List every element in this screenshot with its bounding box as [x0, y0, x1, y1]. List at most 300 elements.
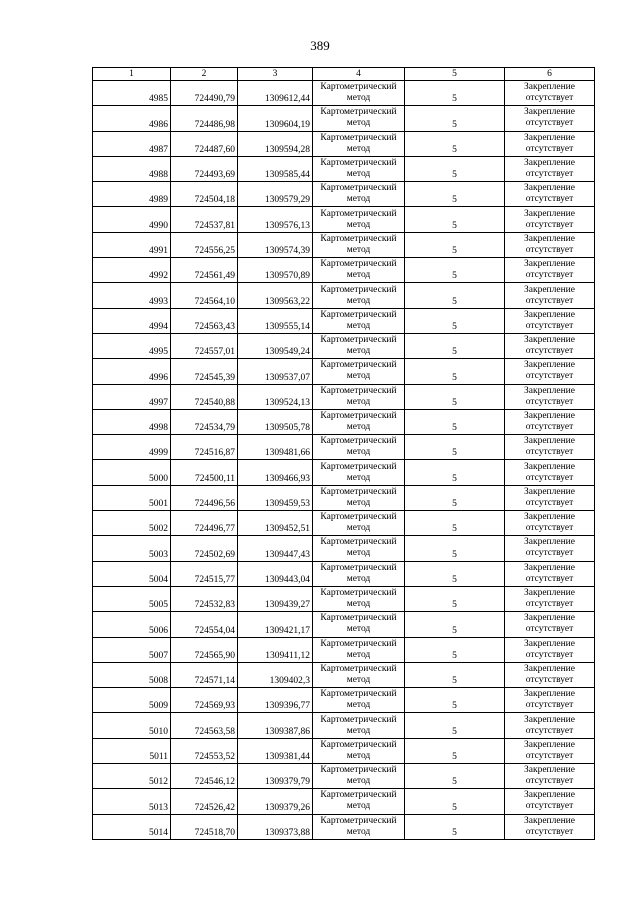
- fixation-cell: [505, 561, 595, 586]
- method-text-line2: метод: [346, 169, 371, 180]
- x-coordinate-cell: 724532,83: [171, 586, 238, 611]
- y-coordinate-cell: 1309443,04: [238, 561, 313, 586]
- column-header-4: 4: [313, 68, 405, 81]
- method-text-line1: Картометрический: [320, 765, 397, 776]
- method-text-line2: метод: [346, 750, 371, 761]
- fixation-text-line1: Закрепление: [524, 562, 575, 573]
- y-coordinate-cell: 1309387,86: [238, 713, 313, 738]
- fixation-text-line2: отсутствует: [525, 270, 574, 281]
- method-text-line1: Картометрический: [320, 385, 397, 396]
- fixation-text-line1: Закрепление: [524, 765, 575, 776]
- point-number-cell: 4995: [93, 333, 171, 358]
- fixation-text-line1: Закрепление: [524, 385, 575, 396]
- y-coordinate-cell: 1309421,17: [238, 612, 313, 637]
- y-coordinate-cell: 1309604,19: [238, 106, 313, 131]
- method-text-line1: Картометрический: [320, 335, 397, 346]
- fixation-text-line2: отсутствует: [525, 649, 574, 660]
- point-number-cell: 4986: [93, 106, 171, 131]
- x-coordinate-cell: 724571,14: [171, 662, 238, 687]
- method-text-line1: Картометрический: [320, 815, 397, 826]
- accuracy-cell: 5: [405, 232, 505, 257]
- y-coordinate-cell: 1309402,3: [238, 662, 313, 687]
- fixation-cell: [505, 131, 595, 156]
- x-coordinate-cell: 724556,25: [171, 232, 238, 257]
- y-coordinate-cell: 1309555,14: [238, 308, 313, 333]
- fixation-text-line2: отсутствует: [525, 472, 574, 483]
- x-coordinate-cell: 724526,42: [171, 789, 238, 814]
- accuracy-cell: 5: [405, 662, 505, 687]
- method-text-line2: метод: [346, 801, 371, 812]
- method-text-line2: метод: [346, 826, 371, 837]
- method-cell: [313, 308, 405, 333]
- fixation-cell: [505, 409, 595, 434]
- method-text-line2: метод: [346, 674, 371, 685]
- method-text-line1: Картометрический: [320, 613, 397, 624]
- x-coordinate-cell: 724516,87: [171, 435, 238, 460]
- x-coordinate-cell: 724546,12: [171, 764, 238, 789]
- method-cell: [313, 156, 405, 181]
- fixation-cell: [505, 308, 595, 333]
- y-coordinate-cell: 1309452,51: [238, 511, 313, 536]
- point-number-cell: 5005: [93, 586, 171, 611]
- table-header-row: [93, 68, 595, 81]
- x-coordinate-cell: 724493,69: [171, 156, 238, 181]
- x-coordinate-cell: 724540,88: [171, 384, 238, 409]
- fixation-text-line1: Закрепление: [524, 486, 575, 497]
- fixation-text-line2: отсутствует: [525, 801, 574, 812]
- fixation-cell: [505, 258, 595, 283]
- point-number-cell: 4989: [93, 182, 171, 207]
- x-coordinate-cell: 724554,04: [171, 612, 238, 637]
- accuracy-cell: 5: [405, 511, 505, 536]
- point-number-cell: 4987: [93, 131, 171, 156]
- fixation-cell: [505, 333, 595, 358]
- method-cell: [313, 637, 405, 662]
- y-coordinate-cell: 1309379,79: [238, 764, 313, 789]
- accuracy-cell: 5: [405, 106, 505, 131]
- method-text-line2: метод: [346, 219, 371, 230]
- table-row: [93, 511, 595, 536]
- method-text-line2: метод: [346, 320, 371, 331]
- point-number-cell: 4985: [93, 81, 171, 106]
- point-number-cell: 5004: [93, 561, 171, 586]
- y-coordinate-cell: 1309439,27: [238, 586, 313, 611]
- fixation-text-line1: Закрепление: [524, 512, 575, 523]
- fixation-cell: [505, 460, 595, 485]
- fixation-text-line2: отсутствует: [525, 599, 574, 610]
- fixation-text-line2: отсутствует: [525, 219, 574, 230]
- method-text-line2: метод: [346, 523, 371, 534]
- point-number-cell: 4994: [93, 308, 171, 333]
- table-row: [93, 789, 595, 814]
- table-row: [93, 308, 595, 333]
- point-number-cell: 5003: [93, 536, 171, 561]
- fixation-text-line1: Закрепление: [524, 107, 575, 118]
- accuracy-cell: 5: [405, 485, 505, 510]
- table-row: [93, 485, 595, 510]
- method-text-line1: Картометрический: [320, 82, 397, 93]
- method-text-line1: Картометрический: [320, 132, 397, 143]
- fixation-text-line2: отсутствует: [525, 700, 574, 711]
- fixation-cell: [505, 182, 595, 207]
- method-text-line1: Картометрический: [320, 309, 397, 320]
- point-number-cell: 5002: [93, 511, 171, 536]
- y-coordinate-cell: 1309505,78: [238, 409, 313, 434]
- page-number: 389: [310, 38, 330, 53]
- method-cell: [313, 333, 405, 358]
- method-cell: [313, 789, 405, 814]
- method-text-line1: Картометрический: [320, 537, 397, 548]
- fixation-cell: [505, 232, 595, 257]
- fixation-text-line1: Закрепление: [524, 588, 575, 599]
- table-row: [93, 435, 595, 460]
- method-cell: [313, 283, 405, 308]
- fixation-text-line1: Закрепление: [524, 82, 575, 93]
- table-row: [93, 409, 595, 434]
- method-text-line2: метод: [346, 93, 371, 104]
- table-row: [93, 738, 595, 763]
- accuracy-cell: 5: [405, 688, 505, 713]
- accuracy-cell: 5: [405, 637, 505, 662]
- x-coordinate-cell: 724486,98: [171, 106, 238, 131]
- fixation-text-line2: отсутствует: [525, 118, 574, 129]
- fixation-cell: [505, 764, 595, 789]
- column-header-2: 2: [171, 68, 238, 81]
- y-coordinate-cell: 1309576,13: [238, 207, 313, 232]
- fixation-text-line1: Закрепление: [524, 461, 575, 472]
- y-coordinate-cell: 1309411,12: [238, 637, 313, 662]
- column-header-3: 3: [238, 68, 313, 81]
- fixation-text-line1: Закрепление: [524, 233, 575, 244]
- method-text-line1: Картометрический: [320, 436, 397, 447]
- point-number-cell: 4990: [93, 207, 171, 232]
- point-number-cell: 5012: [93, 764, 171, 789]
- x-coordinate-cell: 724537,81: [171, 207, 238, 232]
- fixation-cell: [505, 612, 595, 637]
- method-text-line1: Картометрический: [320, 360, 397, 371]
- accuracy-cell: 5: [405, 258, 505, 283]
- fixation-text-line2: отсутствует: [525, 320, 574, 331]
- y-coordinate-cell: 1309574,39: [238, 232, 313, 257]
- fixation-text-line2: отсутствует: [525, 143, 574, 154]
- fixation-text-line2: отсутствует: [525, 750, 574, 761]
- accuracy-cell: 5: [405, 586, 505, 611]
- y-coordinate-cell: 1309396,77: [238, 688, 313, 713]
- method-text-line2: метод: [346, 371, 371, 382]
- table-row: [93, 460, 595, 485]
- method-cell: [313, 511, 405, 536]
- fixation-cell: [505, 207, 595, 232]
- point-number-cell: 5011: [93, 738, 171, 763]
- accuracy-cell: 5: [405, 81, 505, 106]
- column-header-1: 1: [93, 68, 171, 81]
- table-row: [93, 764, 595, 789]
- x-coordinate-cell: 724565,90: [171, 637, 238, 662]
- fixation-text-line1: Закрепление: [524, 158, 575, 169]
- table-row: [93, 207, 595, 232]
- fixation-text-line1: Закрепление: [524, 259, 575, 270]
- method-cell: [313, 182, 405, 207]
- method-cell: [313, 258, 405, 283]
- point-number-cell: 5001: [93, 485, 171, 510]
- method-text-line1: Картометрический: [320, 562, 397, 573]
- x-coordinate-cell: 724563,58: [171, 713, 238, 738]
- method-cell: [313, 106, 405, 131]
- accuracy-cell: 5: [405, 789, 505, 814]
- table-row: [93, 637, 595, 662]
- method-text-line1: Картометрический: [320, 638, 397, 649]
- point-number-cell: 4993: [93, 283, 171, 308]
- x-coordinate-cell: 724490,79: [171, 81, 238, 106]
- method-cell: [313, 662, 405, 687]
- method-cell: [313, 485, 405, 510]
- fixation-cell: [505, 586, 595, 611]
- table-row: [93, 662, 595, 687]
- accuracy-cell: 5: [405, 561, 505, 586]
- method-cell: [313, 409, 405, 434]
- table-row: [93, 182, 595, 207]
- method-text-line2: метод: [346, 725, 371, 736]
- fixation-text-line1: Закрепление: [524, 689, 575, 700]
- accuracy-cell: 5: [405, 131, 505, 156]
- method-cell: [313, 435, 405, 460]
- fixation-text-line1: Закрепление: [524, 739, 575, 750]
- accuracy-cell: 5: [405, 435, 505, 460]
- table-body: [93, 81, 595, 840]
- fixation-cell: [505, 81, 595, 106]
- fixation-cell: [505, 713, 595, 738]
- method-text-line2: метод: [346, 700, 371, 711]
- y-coordinate-cell: 1309585,44: [238, 156, 313, 181]
- x-coordinate-cell: 724534,79: [171, 409, 238, 434]
- table-row: [93, 713, 595, 738]
- fixation-cell: [505, 359, 595, 384]
- method-text-line2: метод: [346, 118, 371, 129]
- point-number-cell: 4999: [93, 435, 171, 460]
- fixation-cell: [505, 511, 595, 536]
- fixation-text-line1: Закрепление: [524, 132, 575, 143]
- method-text-line1: Картометрический: [320, 208, 397, 219]
- point-number-cell: 5013: [93, 789, 171, 814]
- fixation-text-line2: отсутствует: [525, 447, 574, 458]
- method-cell: [313, 384, 405, 409]
- fixation-text-line2: отсутствует: [525, 295, 574, 306]
- accuracy-cell: 5: [405, 156, 505, 181]
- method-text-line2: метод: [346, 776, 371, 787]
- accuracy-cell: 5: [405, 308, 505, 333]
- fixation-text-line2: отсутствует: [525, 93, 574, 104]
- y-coordinate-cell: 1309579,29: [238, 182, 313, 207]
- fixation-text-line1: Закрепление: [524, 663, 575, 674]
- fixation-cell: [505, 814, 595, 839]
- point-number-cell: 4988: [93, 156, 171, 181]
- fixation-text-line1: Закрепление: [524, 436, 575, 447]
- point-number-cell: 5008: [93, 662, 171, 687]
- table-row: [93, 232, 595, 257]
- fixation-cell: [505, 789, 595, 814]
- y-coordinate-cell: 1309549,24: [238, 333, 313, 358]
- method-cell: [313, 81, 405, 106]
- table-row: [93, 81, 595, 106]
- table-row: [93, 359, 595, 384]
- method-text-line2: метод: [346, 599, 371, 610]
- method-cell: [313, 612, 405, 637]
- y-coordinate-cell: 1309381,44: [238, 738, 313, 763]
- method-text-line1: Картометрический: [320, 233, 397, 244]
- fixation-text-line2: отсутствует: [525, 169, 574, 180]
- method-text-line2: метод: [346, 194, 371, 205]
- y-coordinate-cell: 1309594,28: [238, 131, 313, 156]
- method-text-line2: метод: [346, 143, 371, 154]
- accuracy-cell: 5: [405, 814, 505, 839]
- fixation-text-line1: Закрепление: [524, 411, 575, 421]
- accuracy-cell: 5: [405, 612, 505, 637]
- x-coordinate-cell: 724569,93: [171, 688, 238, 713]
- fixation-cell: [505, 536, 595, 561]
- y-coordinate-cell: 1309447,43: [238, 536, 313, 561]
- x-coordinate-cell: 724500,11: [171, 460, 238, 485]
- method-text-line2: метод: [346, 346, 371, 357]
- method-text-line1: Картометрический: [320, 689, 397, 700]
- method-text-line1: Картометрический: [320, 284, 397, 295]
- method-text-line2: метод: [346, 295, 371, 306]
- fixation-text-line1: Закрепление: [524, 638, 575, 649]
- point-number-cell: 5000: [93, 460, 171, 485]
- point-number-cell: 4996: [93, 359, 171, 384]
- y-coordinate-cell: 1309379,26: [238, 789, 313, 814]
- method-cell: [313, 536, 405, 561]
- table-row: [93, 131, 595, 156]
- fixation-text-line1: Закрепление: [524, 309, 575, 320]
- fixation-text-line1: Закрепление: [524, 613, 575, 624]
- table-row: [93, 561, 595, 586]
- method-cell: [313, 460, 405, 485]
- table-row: [93, 333, 595, 358]
- method-cell: [313, 738, 405, 763]
- method-text-line1: Картометрический: [320, 183, 397, 194]
- fixation-text-line1: Закрепление: [524, 360, 575, 371]
- method-text-line1: Картометрический: [320, 158, 397, 169]
- fixation-cell: [505, 662, 595, 687]
- table-row: [93, 814, 595, 839]
- fixation-text-line2: отсутствует: [525, 624, 574, 635]
- fixation-text-line2: отсутствует: [525, 826, 574, 837]
- method-cell: [313, 359, 405, 384]
- fixation-text-line2: отсутствует: [525, 548, 574, 559]
- fixation-text-line1: Закрепление: [524, 183, 575, 194]
- fixation-text-line2: отсутствует: [525, 573, 574, 584]
- method-text-line2: метод: [346, 422, 371, 432]
- point-number-cell: 5006: [93, 612, 171, 637]
- method-cell: [313, 688, 405, 713]
- method-text-line1: Картометрический: [320, 259, 397, 270]
- accuracy-cell: 5: [405, 283, 505, 308]
- fixation-cell: [505, 106, 595, 131]
- fixation-text-line1: Закрепление: [524, 335, 575, 346]
- x-coordinate-cell: 724563,43: [171, 308, 238, 333]
- accuracy-cell: 5: [405, 359, 505, 384]
- method-text-line1: Картометрический: [320, 461, 397, 472]
- fixation-text-line2: отсутствует: [525, 523, 574, 534]
- accuracy-cell: 5: [405, 738, 505, 763]
- point-number-cell: 5009: [93, 688, 171, 713]
- accuracy-cell: 5: [405, 713, 505, 738]
- point-number-cell: 4997: [93, 384, 171, 409]
- table-row: [93, 536, 595, 561]
- x-coordinate-cell: 724545,39: [171, 359, 238, 384]
- point-number-cell: 4991: [93, 232, 171, 257]
- x-coordinate-cell: 724496,56: [171, 485, 238, 510]
- method-text-line2: метод: [346, 472, 371, 483]
- fixation-cell: [505, 283, 595, 308]
- x-coordinate-cell: 724487,60: [171, 131, 238, 156]
- method-text-line2: метод: [346, 270, 371, 281]
- accuracy-cell: 5: [405, 333, 505, 358]
- fixation-text-line2: отсутствует: [525, 674, 574, 685]
- fixation-cell: [505, 637, 595, 662]
- y-coordinate-cell: 1309563,22: [238, 283, 313, 308]
- fixation-cell: [505, 435, 595, 460]
- fixation-text-line1: Закрепление: [524, 714, 575, 725]
- method-cell: [313, 232, 405, 257]
- fixation-text-line2: отсутствует: [525, 371, 574, 382]
- fixation-text-line2: отсутствует: [525, 725, 574, 736]
- method-text-line2: метод: [346, 548, 371, 559]
- method-text-line2: метод: [346, 624, 371, 635]
- method-text-line1: Картометрический: [320, 486, 397, 497]
- table-row: [93, 688, 595, 713]
- fixation-cell: [505, 485, 595, 510]
- y-coordinate-cell: 1309612,44: [238, 81, 313, 106]
- point-number-cell: 4992: [93, 258, 171, 283]
- fixation-text-line2: отсутствует: [525, 244, 574, 255]
- y-coordinate-cell: 1309537,07: [238, 359, 313, 384]
- x-coordinate-cell: 724518,70: [171, 814, 238, 839]
- accuracy-cell: 5: [405, 182, 505, 207]
- method-text-line2: метод: [346, 573, 371, 584]
- method-cell: [313, 586, 405, 611]
- y-coordinate-cell: 1309524,13: [238, 384, 313, 409]
- point-number-cell: 4998: [93, 409, 171, 434]
- fixation-text-line2: отсутствует: [525, 422, 574, 432]
- x-coordinate-cell: 724515,77: [171, 561, 238, 586]
- table-row: [93, 156, 595, 181]
- point-number-cell: 5010: [93, 713, 171, 738]
- fixation-text-line1: Закрепление: [524, 284, 575, 295]
- table-row: [93, 384, 595, 409]
- method-cell: [313, 561, 405, 586]
- method-text-line2: метод: [346, 447, 371, 458]
- coordinates-table: [92, 67, 595, 840]
- y-coordinate-cell: 1309481,66: [238, 435, 313, 460]
- x-coordinate-cell: 724561,49: [171, 258, 238, 283]
- method-text-line1: Картометрический: [320, 739, 397, 750]
- fixation-cell: [505, 738, 595, 763]
- method-cell: [313, 131, 405, 156]
- column-header-6: 6: [505, 68, 595, 81]
- y-coordinate-cell: 1309466,93: [238, 460, 313, 485]
- method-text-line1: Картометрический: [320, 512, 397, 523]
- fixation-text-line2: отсутствует: [525, 194, 574, 205]
- accuracy-cell: 5: [405, 207, 505, 232]
- point-number-cell: 5014: [93, 814, 171, 839]
- fixation-text-line2: отсутствует: [525, 396, 574, 407]
- x-coordinate-cell: 724564,10: [171, 283, 238, 308]
- method-text-line1: Картометрический: [320, 663, 397, 674]
- accuracy-cell: 5: [405, 460, 505, 485]
- accuracy-cell: 5: [405, 384, 505, 409]
- method-cell: [313, 764, 405, 789]
